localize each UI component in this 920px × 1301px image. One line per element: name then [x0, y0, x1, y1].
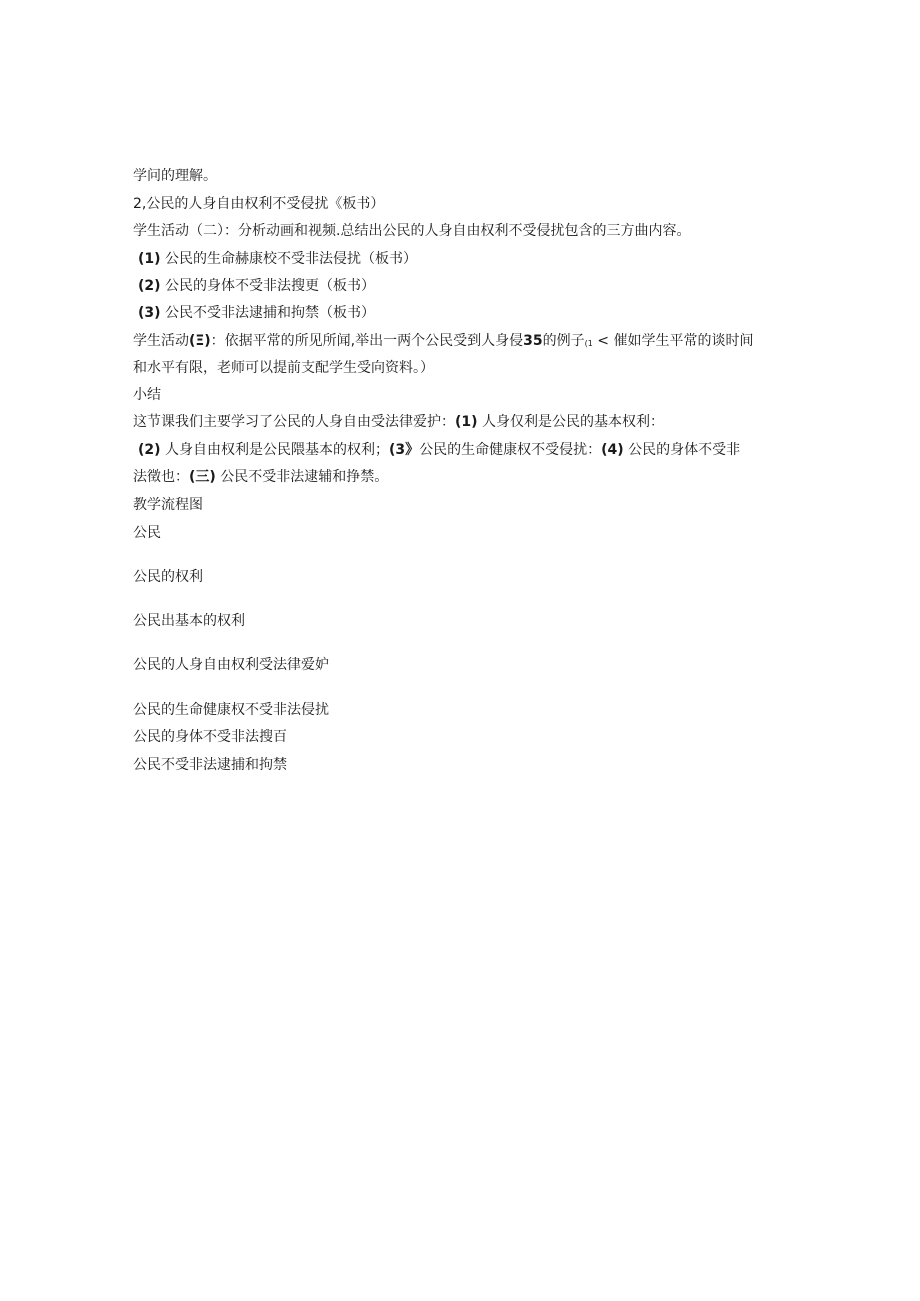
flowchart-item: 公民的人身自由权利受法律爱妒	[133, 657, 329, 673]
paragraph-continuation: 和水平有限，老师可以提前支配学生受向资料。）	[133, 360, 434, 376]
text-run: 公民不受非法逮辅和挣禁。	[215, 469, 389, 485]
flowchart-item: 公民的身体不受非法搜百	[133, 729, 287, 745]
text-run: (1)	[455, 414, 478, 430]
list-number: (2)	[138, 278, 161, 294]
text-run: (三)	[189, 469, 216, 485]
flowchart-heading: 教学流程图	[133, 497, 203, 513]
summary-heading: 小结	[133, 387, 161, 403]
flowchart-item: 公民的权利	[133, 569, 203, 585]
paragraph-1: 学问的理解。	[133, 168, 217, 184]
text-run: 公民的身体不受非	[623, 442, 741, 458]
text-run: (2)	[138, 442, 161, 458]
text-run: 人身自由权利是公民隈基本的权利；	[160, 442, 389, 458]
text-run: (4)	[601, 442, 624, 458]
list-text: 公民的身体不受非法搜更（板书）	[160, 278, 375, 294]
text-run: ：依据平常的所见所闻,举出一两个公民受到人身侵	[210, 333, 524, 349]
text-run: < 催如学生平常的谈时间	[592, 333, 754, 349]
list-number: (1)	[138, 251, 161, 267]
text-run: (Ξ)	[189, 333, 211, 349]
text-run: (3》	[389, 442, 420, 458]
flowchart-item: 公民出基本的权利	[133, 613, 245, 629]
text-run: 的例子	[542, 333, 585, 349]
flowchart-item: 公民的生命健康权不受非法侵扰	[133, 702, 329, 718]
text-run: 法徵也：	[133, 469, 189, 485]
section-heading-2: 2,公民的人身自由权利不受侵扰《板书）	[133, 196, 385, 212]
text-run: (1	[584, 339, 593, 348]
summary-line-1	[133, 412, 664, 432]
text-run: 学生活动	[133, 333, 189, 349]
list-item	[138, 249, 417, 269]
list-item	[138, 276, 375, 296]
student-activity-2: 学生活动（二）：分析动画和视频.总结出公民的人身自由权利不受侵扰包含的三方曲内容。	[133, 223, 691, 239]
list-text: 公民不受非法逮捕和拘禁（板书）	[160, 305, 375, 321]
text-run: 35	[523, 333, 543, 349]
text-run: 这节课我们主要学习了公民的人身自由受法律爱护：	[133, 414, 455, 430]
student-activity-3	[133, 331, 753, 354]
list-number: (3)	[138, 305, 161, 321]
flowchart-item: 公民	[133, 525, 161, 541]
list-item	[138, 303, 375, 323]
summary-line-3	[133, 467, 388, 487]
flowchart-item: 公民不受非法逮捕和拘禁	[133, 757, 287, 773]
summary-line-2	[138, 440, 740, 460]
text-run: 公民的生命健康权不受侵扰：	[419, 442, 602, 458]
list-text: 公民的生命赫康校不受非法侵扰（板书）	[160, 251, 417, 267]
text-run: 人身仅利是公民的基本权利：	[477, 414, 664, 430]
